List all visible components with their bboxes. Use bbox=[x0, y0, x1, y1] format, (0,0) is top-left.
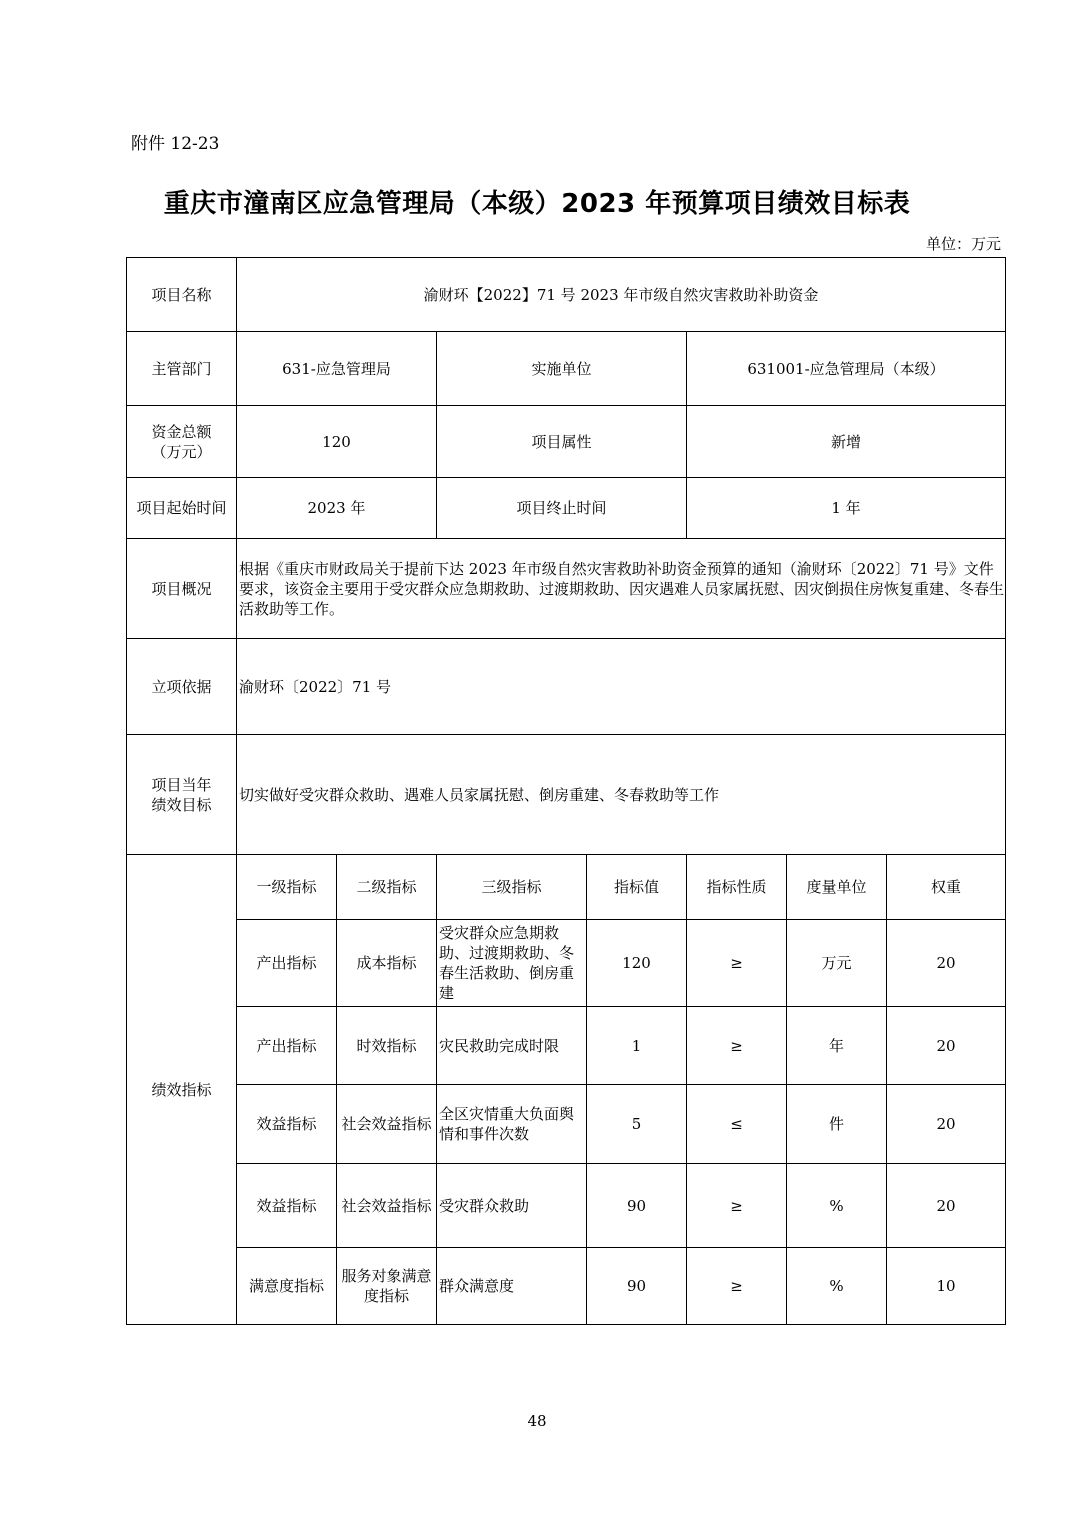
table-row bbox=[127, 1248, 1006, 1325]
project-name-label: 项目名称 bbox=[127, 258, 237, 332]
header-nature: 指标性质 bbox=[687, 855, 787, 920]
basis-label: 立项依据 bbox=[127, 639, 237, 735]
header-weight: 权重 bbox=[887, 855, 1006, 920]
start-time-value: 2023 年 bbox=[237, 478, 437, 539]
row-level2: 社会效益指标 bbox=[337, 1085, 437, 1164]
row-level3: 受灾群众应急期救助、过渡期救助、冬春生活救助、倒房重建 bbox=[437, 920, 587, 1007]
attachment-label: 附件 12-23 bbox=[131, 134, 220, 154]
annual-goal-label bbox=[127, 735, 237, 855]
annual-goal-value: 切实做好受灾群众救助、遇难人员家属抚慰、倒房重建、冬春救助等工作 bbox=[237, 735, 1006, 855]
row-level3: 群众满意度 bbox=[437, 1248, 587, 1325]
row-unit: 万元 bbox=[787, 920, 887, 1007]
project-name-value: 渝财环【2022】71 号 2023 年市级自然灾害救助补助资金 bbox=[237, 258, 1006, 332]
header-level1: 一级指标 bbox=[237, 855, 337, 920]
row-unit: 件 bbox=[787, 1085, 887, 1164]
basis-value: 渝财环〔2022〕71 号 bbox=[237, 639, 1006, 735]
funds-total-label-line2: （万元） bbox=[151, 442, 212, 461]
row-level1: 满意度指标 bbox=[237, 1248, 337, 1325]
performance-table bbox=[126, 257, 1006, 1325]
row-value: 90 bbox=[587, 1164, 687, 1248]
start-time-label: 项目起始时间 bbox=[127, 478, 237, 539]
row-weight: 20 bbox=[887, 1164, 1006, 1248]
project-attr-label: 项目属性 bbox=[437, 406, 687, 478]
row-level2: 社会效益指标 bbox=[337, 1164, 437, 1248]
row-weight: 20 bbox=[887, 1007, 1006, 1085]
row-level1: 产出指标 bbox=[237, 920, 337, 1007]
row-unit: % bbox=[787, 1164, 887, 1248]
impl-unit-value: 631001-应急管理局（本级） bbox=[687, 332, 1006, 406]
page-title: 重庆市潼南区应急管理局（本级）2023 年预算项目绩效目标表 bbox=[163, 189, 911, 219]
row-level1: 效益指标 bbox=[237, 1164, 337, 1248]
header-level2: 二级指标 bbox=[337, 855, 437, 920]
row-nature: ≥ bbox=[687, 1248, 787, 1325]
impl-unit-label: 实施单位 bbox=[437, 332, 687, 406]
unit-label: 单位：万元 bbox=[925, 235, 1001, 253]
end-time-value: 1 年 bbox=[687, 478, 1006, 539]
row-weight: 10 bbox=[887, 1248, 1006, 1325]
row-nature: ≥ bbox=[687, 1164, 787, 1248]
row-level2: 成本指标 bbox=[337, 920, 437, 1007]
row-nature: ≥ bbox=[687, 920, 787, 1007]
table-row bbox=[127, 1007, 1006, 1085]
row-value: 90 bbox=[587, 1248, 687, 1325]
row-unit: % bbox=[787, 1248, 887, 1325]
funds-total-value: 120 bbox=[237, 406, 437, 478]
overview-label: 项目概况 bbox=[127, 539, 237, 639]
table-row bbox=[127, 1164, 1006, 1248]
row-value: 5 bbox=[587, 1085, 687, 1164]
row-level1: 效益指标 bbox=[237, 1085, 337, 1164]
table-row bbox=[127, 1085, 1006, 1164]
header-level3: 三级指标 bbox=[437, 855, 587, 920]
table-row bbox=[127, 920, 1006, 1007]
row-value: 1 bbox=[587, 1007, 687, 1085]
row-level2: 时效指标 bbox=[337, 1007, 437, 1085]
row-unit: 年 bbox=[787, 1007, 887, 1085]
indicators-section-label: 绩效指标 bbox=[127, 855, 237, 1325]
annual-goal-label-line1: 项目当年 bbox=[151, 775, 212, 794]
page-number: 48 bbox=[527, 1412, 547, 1430]
row-weight: 20 bbox=[887, 920, 1006, 1007]
row-nature: ≥ bbox=[687, 1007, 787, 1085]
department-label: 主管部门 bbox=[127, 332, 237, 406]
row-level3: 灾民救助完成时限 bbox=[437, 1007, 587, 1085]
row-level1: 产出指标 bbox=[237, 1007, 337, 1085]
row-level2: 服务对象满意度指标 bbox=[337, 1248, 437, 1325]
funds-total-label-line1: 资金总额 bbox=[151, 422, 212, 441]
funds-total-label bbox=[127, 406, 237, 478]
row-level3: 受灾群众救助 bbox=[437, 1164, 587, 1248]
header-unit: 度量单位 bbox=[787, 855, 887, 920]
row-value: 120 bbox=[587, 920, 687, 1007]
end-time-label: 项目终止时间 bbox=[437, 478, 687, 539]
annual-goal-label-line2: 绩效目标 bbox=[151, 795, 212, 814]
project-attr-value: 新增 bbox=[687, 406, 1006, 478]
department-value: 631-应急管理局 bbox=[237, 332, 437, 406]
overview-value: 根据《重庆市财政局关于提前下达 2023 年市级自然灾害救助补助资金预算的通知（渝财环〔2022〕71 号》文件要求，该资金主要用于受灾群众应急期救助、过渡期救助、因灾遇难人员家属抚慰、因灾倒损住房恢复重建、冬春生活救助等工作。 bbox=[237, 539, 1006, 639]
row-level3: 全区灾情重大负面舆情和事件次数 bbox=[437, 1085, 587, 1164]
row-nature: ≤ bbox=[687, 1085, 787, 1164]
row-weight: 20 bbox=[887, 1085, 1006, 1164]
header-value: 指标值 bbox=[587, 855, 687, 920]
